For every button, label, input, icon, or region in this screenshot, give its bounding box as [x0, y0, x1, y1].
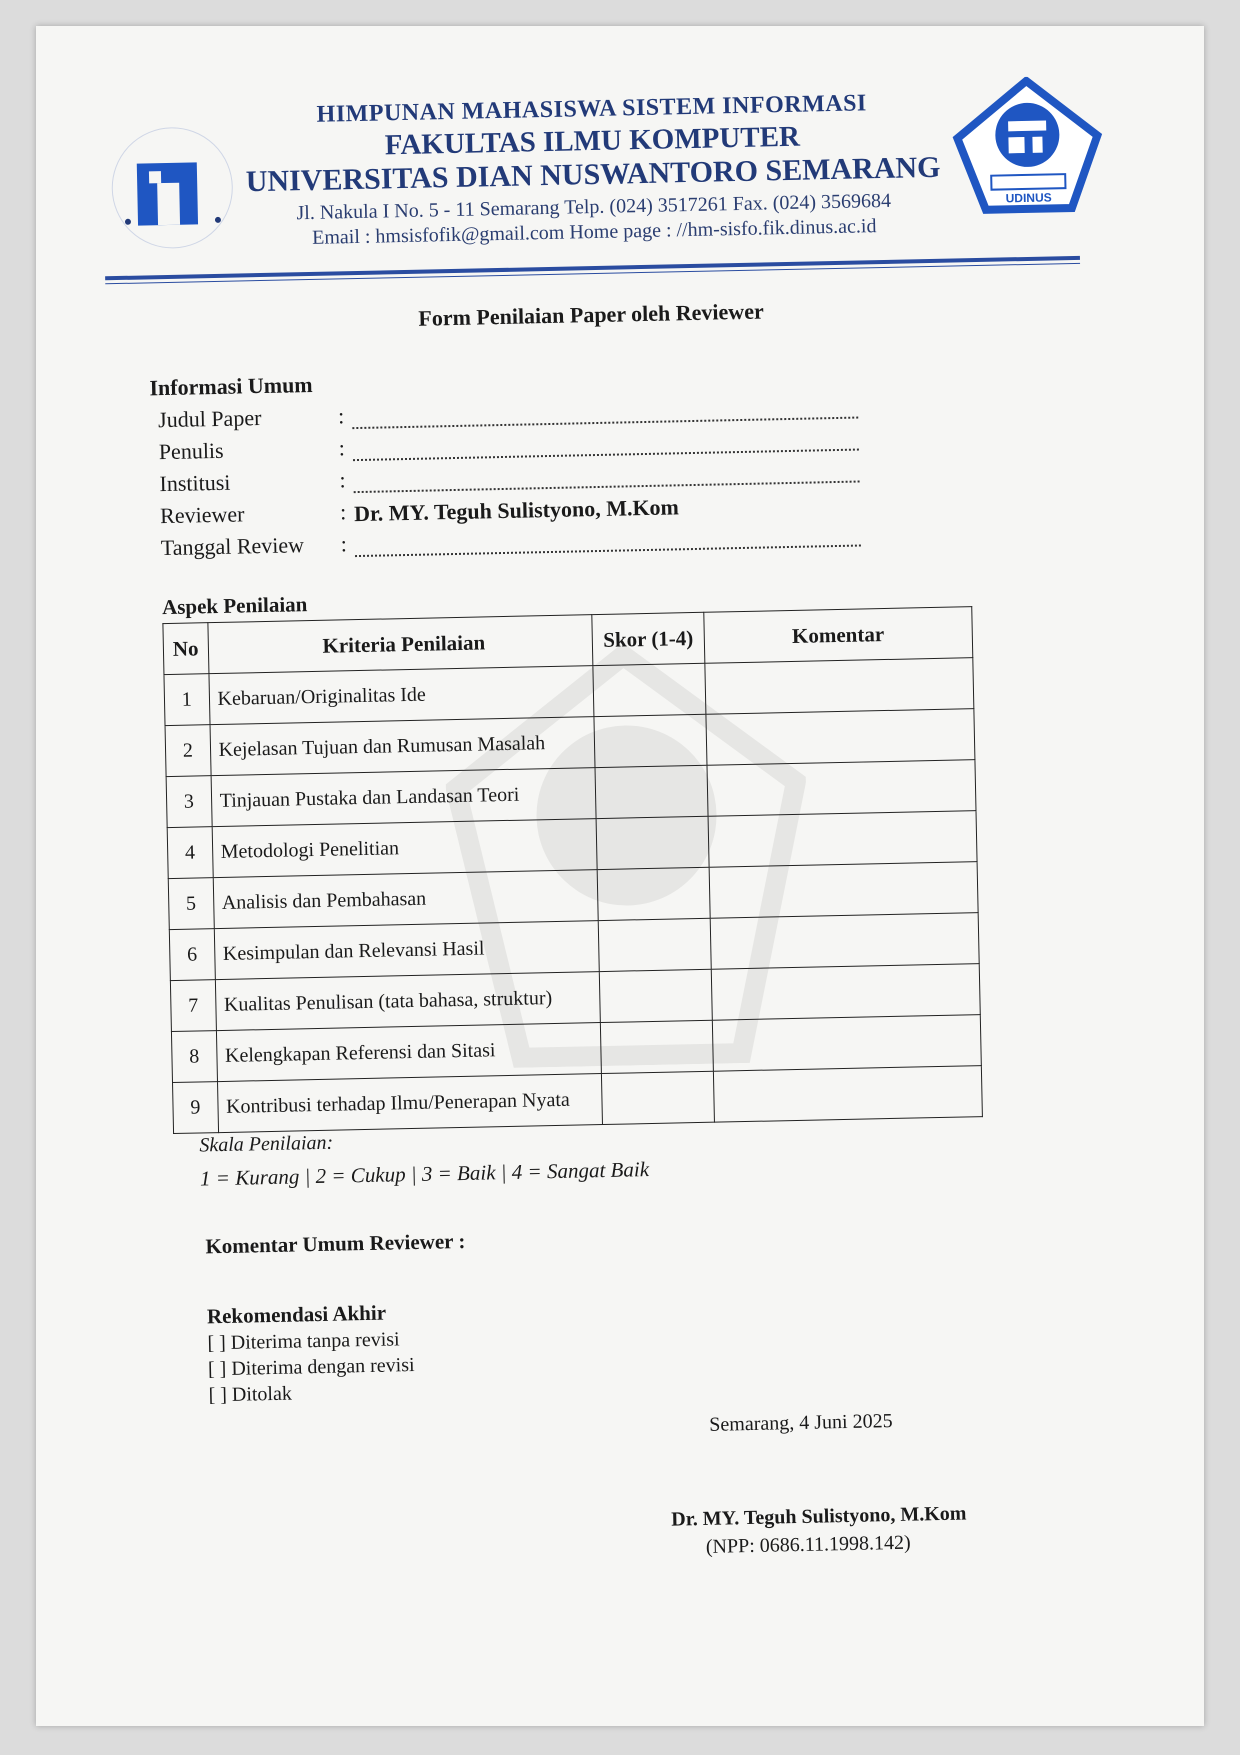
comment-cell[interactable] [707, 760, 976, 817]
comment-cell[interactable] [713, 1066, 982, 1123]
general-info-title: Informasi Umum [149, 371, 313, 401]
table-row: 4 Metodologi Penelitian [167, 811, 977, 879]
field-judul-paper[interactable]: Judul Paper : [158, 393, 858, 434]
table-row: 1 Kebaruan/Originalitas Ide [164, 658, 974, 726]
table-row: 2 Kejelasan Tujuan dan Rumusan Masalah [165, 709, 975, 777]
recommendation-option-revise[interactable]: [ ] Diterima dengan revisi [207, 1354, 415, 1381]
field-value[interactable]: Dr. MY. Teguh Sulistyono, M.Kom [353, 494, 680, 527]
field-penulis[interactable]: Penulis : [159, 425, 859, 466]
field-label: Institusi [159, 469, 231, 497]
udinus-logo [106, 121, 239, 254]
field-label: Judul Paper [157, 405, 262, 433]
field-label: Penulis [158, 437, 224, 465]
score-cell[interactable] [596, 816, 708, 869]
field-label: Reviewer [159, 501, 245, 529]
scale-legend: 1 = Kurang | 2 = Cukup | 3 = Baik | 4 = Sangat Baik [199, 1157, 650, 1191]
table-row: 9 Kontribusi terhadap Ilmu/Penerapan Nyata [173, 1066, 983, 1134]
table-row: 8 Kelengkapan Referensi dan Sitasi [171, 1015, 981, 1083]
table-row: 3 Tinjauan Pustaka dan Landasan Teori [166, 760, 976, 828]
document-content [80, 16, 1125, 1737]
score-cell[interactable] [600, 969, 712, 1022]
hmsisfo-logo [951, 75, 1104, 218]
score-cell[interactable] [597, 867, 709, 920]
field-value[interactable] [352, 425, 858, 462]
col-comment: Komentar [703, 607, 972, 664]
address-line: Jl. Nakula I No. 5 - 11 Semarang Telp. (024) 3517261 Fax. (024) 3569684 [296, 189, 892, 225]
comment-cell[interactable] [705, 709, 974, 766]
field-label: Tanggal Review [160, 532, 305, 561]
comment-cell[interactable] [704, 658, 973, 715]
field-tanggal-review[interactable]: Tanggal Review : [161, 521, 861, 562]
general-comment-label: Komentar Umum Reviewer : [205, 1228, 466, 1259]
table-row: 6 Kesimpulan dan Relevansi Hasil [169, 913, 979, 981]
letterhead [232, 89, 955, 252]
score-cell[interactable] [599, 918, 711, 971]
recommendation-option-accept[interactable]: [ ] Diterima tanpa revisi [207, 1328, 400, 1355]
signatory-npp: (NPP: 0686.11.1998.142) [705, 1531, 911, 1558]
comment-cell[interactable] [712, 1015, 981, 1072]
form-title: Form Penilaian Paper oleh Reviewer [418, 298, 764, 331]
table-row: 5 Analisis dan Pembahasan [168, 862, 978, 930]
place-date: Semarang, 4 Juni 2025 [709, 1410, 893, 1436]
faculty-name: FAKULTAS ILMU KOMPUTER [384, 120, 801, 162]
recommendation-option-reject[interactable]: [ ] Ditolak [208, 1382, 293, 1407]
svg-text:UDINUS: UDINUS [1005, 190, 1052, 206]
university-name: UNIVERSITAS DIAN NUSWANTORO SEMARANG [245, 150, 941, 199]
signatory-name: Dr. MY. Teguh Sulistyono, M.Kom [671, 1502, 967, 1531]
col-no: No [163, 623, 209, 675]
field-value[interactable] [352, 393, 858, 430]
comment-cell[interactable] [711, 964, 980, 1021]
aspek-title: Aspek Penilaian [161, 592, 308, 620]
recommendation-title: Rekomendasi Akhir [206, 1300, 387, 1329]
contact-line: Email : hmsisfofik@gmail.com Home page : //hm-sisfo.fik.dinus.ac.id [311, 215, 877, 249]
table-row: 7 Kualitas Penulisan (tata bahasa, struktur) [170, 964, 980, 1032]
score-cell[interactable] [595, 765, 707, 818]
scale-title: Skala Penilaian: [199, 1131, 334, 1157]
score-cell[interactable] [593, 663, 705, 716]
field-value[interactable] [353, 457, 859, 494]
comment-cell[interactable] [710, 913, 979, 970]
field-reviewer[interactable]: Reviewer : Dr. MY. Teguh Sulistyono, M.Kom [160, 489, 860, 530]
col-criteria: Kriteria Penilaian [207, 615, 593, 674]
header-divider [105, 256, 1080, 280]
field-institusi[interactable]: Institusi : [159, 457, 859, 498]
score-cell[interactable] [594, 714, 706, 767]
score-cell[interactable] [601, 1020, 713, 1073]
comment-cell[interactable] [708, 811, 977, 868]
assessment-table [162, 606, 983, 1134]
paper-sheet [36, 26, 1204, 1726]
comment-cell[interactable] [709, 862, 978, 919]
org-name: HIMPUNAN MAHASISWA SISTEM INFORMASI [316, 90, 868, 128]
field-value[interactable] [355, 521, 861, 558]
col-score: Skor (1-4) [592, 612, 704, 665]
score-cell[interactable] [602, 1071, 714, 1124]
